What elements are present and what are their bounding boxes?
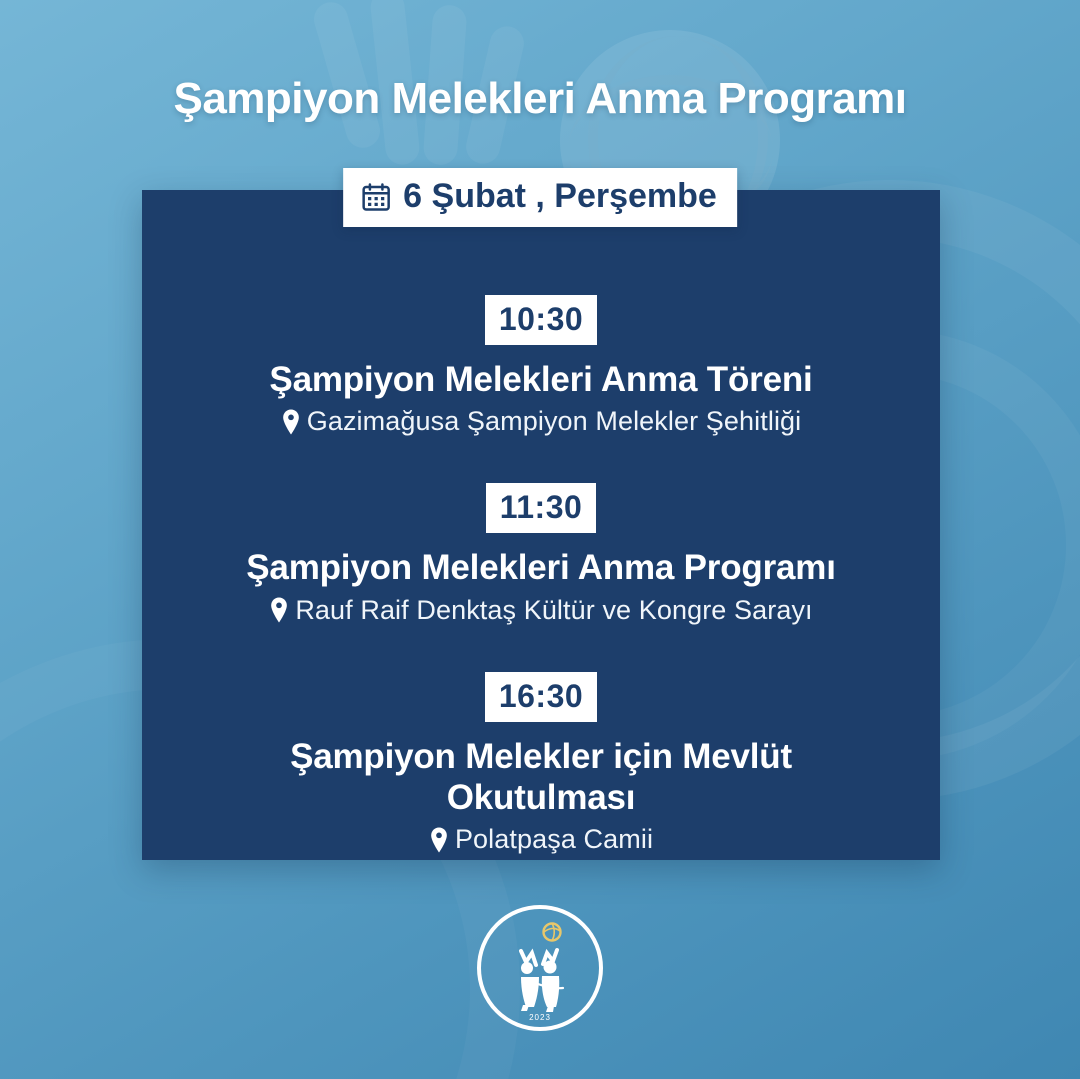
event-time: 11:30	[486, 483, 597, 533]
list-item	[142, 672, 940, 856]
event-list	[142, 245, 940, 855]
event-title: Şampiyon Melekleri Anma Töreni	[269, 360, 813, 399]
page-title: Şampiyon Melekleri Anma Programı	[173, 74, 907, 123]
map-pin-icon	[429, 827, 449, 853]
event-time: 10:30	[485, 295, 597, 345]
event-location-label: Gazimağusa Şampiyon Melekler Şehitliği	[306, 406, 802, 437]
map-pin-icon	[269, 597, 289, 623]
calendar-icon	[361, 182, 391, 212]
event-location	[142, 824, 940, 855]
event-time: 16:30	[485, 672, 597, 722]
event-location-label: Polatpaşa Camii	[454, 824, 654, 855]
list-item	[142, 295, 940, 437]
event-title: Şampiyon Melekler için Mevlüt Okutulması	[290, 736, 792, 817]
event-location	[142, 595, 940, 626]
list-item	[142, 483, 940, 625]
event-location-label: Rauf Raif Denktaş Kültür ve Kongre Sarayı	[295, 594, 813, 625]
memorial-logo	[477, 905, 603, 1031]
date-label: 6 Şubat , Perşembe	[403, 177, 717, 215]
event-title: Şampiyon Melekleri Anma Programı	[246, 548, 836, 588]
map-pin-icon	[281, 409, 301, 435]
logo-year: 2023	[529, 1013, 551, 1022]
event-location	[142, 406, 940, 437]
date-chip	[343, 168, 737, 227]
